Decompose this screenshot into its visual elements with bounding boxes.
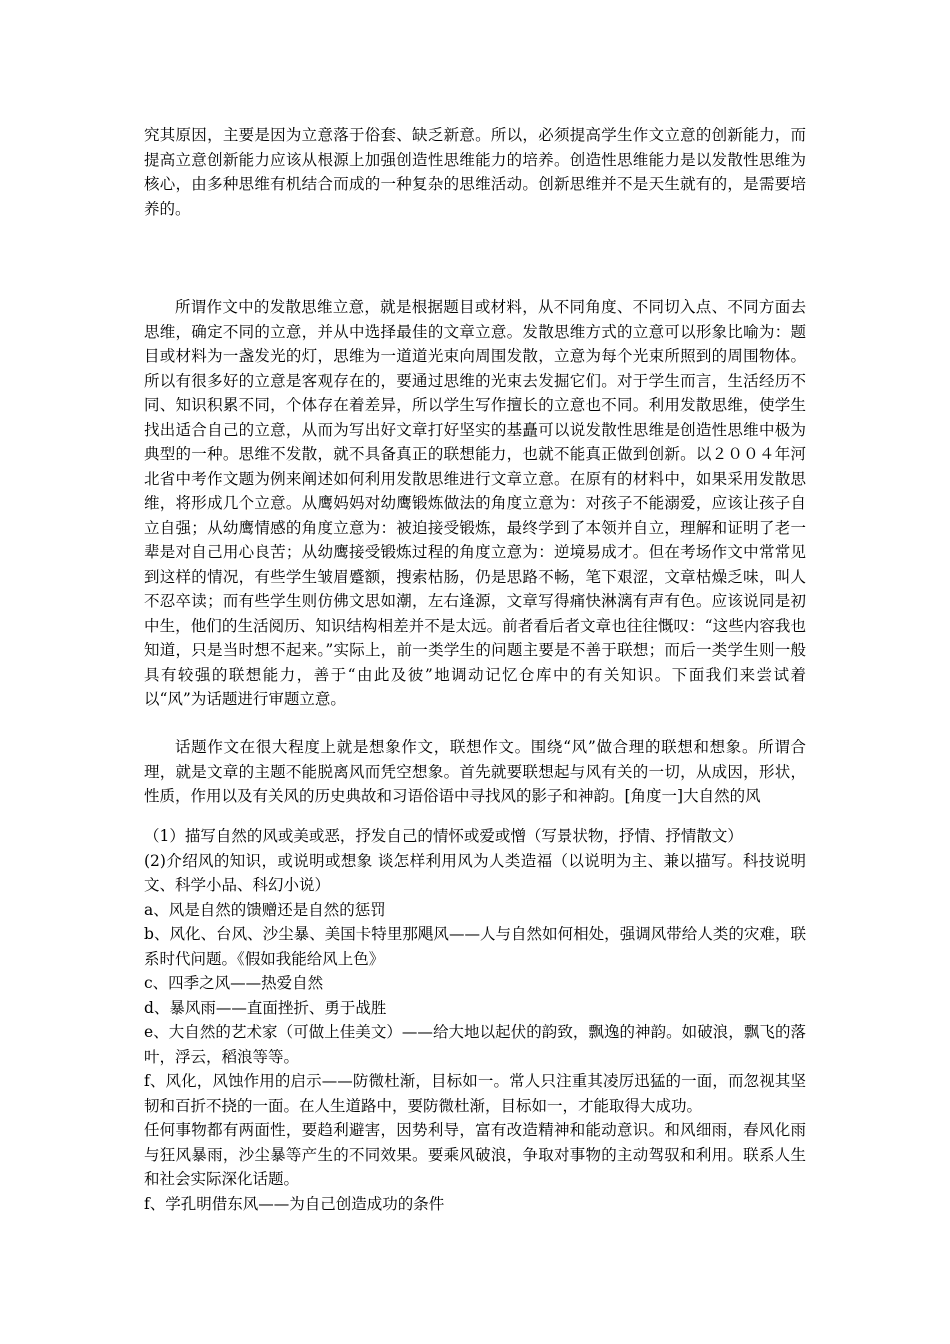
list-item: a、风是自然的馈赠还是自然的惩罚 <box>144 900 386 919</box>
angle-list <box>144 824 806 1216</box>
list-item: （1）描写自然的风或美或恶，抒发自己的情怀或爱或憎（写景状物，抒情、抒情散文） <box>144 827 743 845</box>
list-item: b、风化、台风、沙尘暴、美国卡特里那飓风——人与自然如何相处，强调风带给人类的灾难，联系时代问题。《假如我能给风上色》 <box>144 925 806 968</box>
paragraph-topic-essay: 话题作文在很大程度上就是想象作文，联想作文。围绕“风”做合理的联想和想象。所谓合理，就是文章的主题不能脱离风而凭空想象。首先就要联想起与风有关的一切，从成因，形状，性质，作用以及有关风的历史典故和习语俗语中寻找风的影子和神韵。[角度一]大自然的风 <box>144 738 806 805</box>
list-item: f、风化，风蚀作用的启示——防微杜渐，目标如一。常人只注重其凌厉迅猛的一面，而忽视其坚韧和百折不挠的一面。在人生道路中，要防微杜渐，目标如一，才能取得大成功。 <box>144 1072 806 1115</box>
list-item: c、四季之风——热爱自然 <box>144 974 324 992</box>
list-item: (2)介绍风的知识，或说明或想象 谈怎样利用风为人类造福（以说明为主、兼以描写。科技说明文、科学小品、科幻小说） <box>144 851 806 894</box>
paragraph-divergent-thinking: 所谓作文中的发散思维立意，就是根据题目或材料，从不同角度、不同切入点、不同方面去思维，确定不同的立意，并从中选择最佳的文章立意。发散思维方式的立意可以形象比喻为：题目或材料为一盏发光的灯，思维为一道道光束向周围发散，立意为每个光束所照到的周围物体。所以有很多好的立意是客观存在的，要通过思维的光束去发掘它们。对于学生而言，生活经历不同、知识积累不同，个体存在着差异，所以学生写作擅长的立意也不同。利用发散思维，使学生找出适合自己的立意，从而为写出好文章打好坚实的基矗可以说发散性思维是创造性思维中极为典型的一种。思维不发散，就不具备真正的联想能力，也就不能真正做到创新。以２００４年河北省中考作文题为例来阐述如何利用发散思维进行文章立意。在原有的材料中，如果采用发散思维，将形成几个立意。从鹰妈妈对幼鹰锻炼做法的角度立意为：对孩子不能溺爱，应该让孩子自立自强；从幼鹰情感的角度立意为：被迫接受锻炼，最终学到了本领并自立，理解和证明了老一辈是对自己用心良苦；从幼鹰接受锻炼过程的角度立意为：逆境易成才。但在考场作文中常常见到这样的情况，有些学生皱眉蹙额，搜索枯肠，仍是思路不畅，笔下艰涩，文章枯燥乏味，叫人不忍卒读；而有些学生则仿佛文思如潮，左右逢源，文章写得痛快淋漓有声有色。应该说同是初中生，他们的生活阅历、知识结构相差并不是太远。前者看后者文章也往往慨叹：“这些内容我也知道，只是当时想不起来。”实际上，前一类学生的问题主要是不善于联想；而后一类学生则一般具有较强的联想能力，善于“由此及彼”地调动记忆仓库中的有关知识。下面我们来尝试着以“风”为话题进行审题立意。 <box>144 298 806 708</box>
paragraph-intro: 究其原因，主要是因为立意落于俗套、缺乏新意。所以，必须提高学生作文立意的创新能力，而提高立意创新能力应该从根源上加强创造性思维能力的培养。创造性思维能力是以发散性思维为核心，由多种思维有机结合而成的一种复杂的思维活动。创新思维并不是天生就有的，是需要培养的。 <box>144 126 806 218</box>
list-item: 任何事物都有两面性，要趋利避害，因势利导，富有改造精神和能动意识。和风细雨，春风化雨与狂风暴雨，沙尘暴等产生的不同效果。要乘风破浪，争取对事物的主动驾驭和利用。联系人生和社会实际深化话题。 <box>144 1121 806 1188</box>
list-item: d、暴风雨——直面挫折、勇于战胜 <box>144 998 387 1017</box>
list-item: f、学孔明借东风——为自己创造成功的条件 <box>144 1194 445 1213</box>
list-item: e、大自然的艺术家（可做上佳美文）——给大地以起伏的韵致，飘逸的神韵。如破浪，飘飞的落叶，浮云，稻浪等等。 <box>144 1023 806 1066</box>
